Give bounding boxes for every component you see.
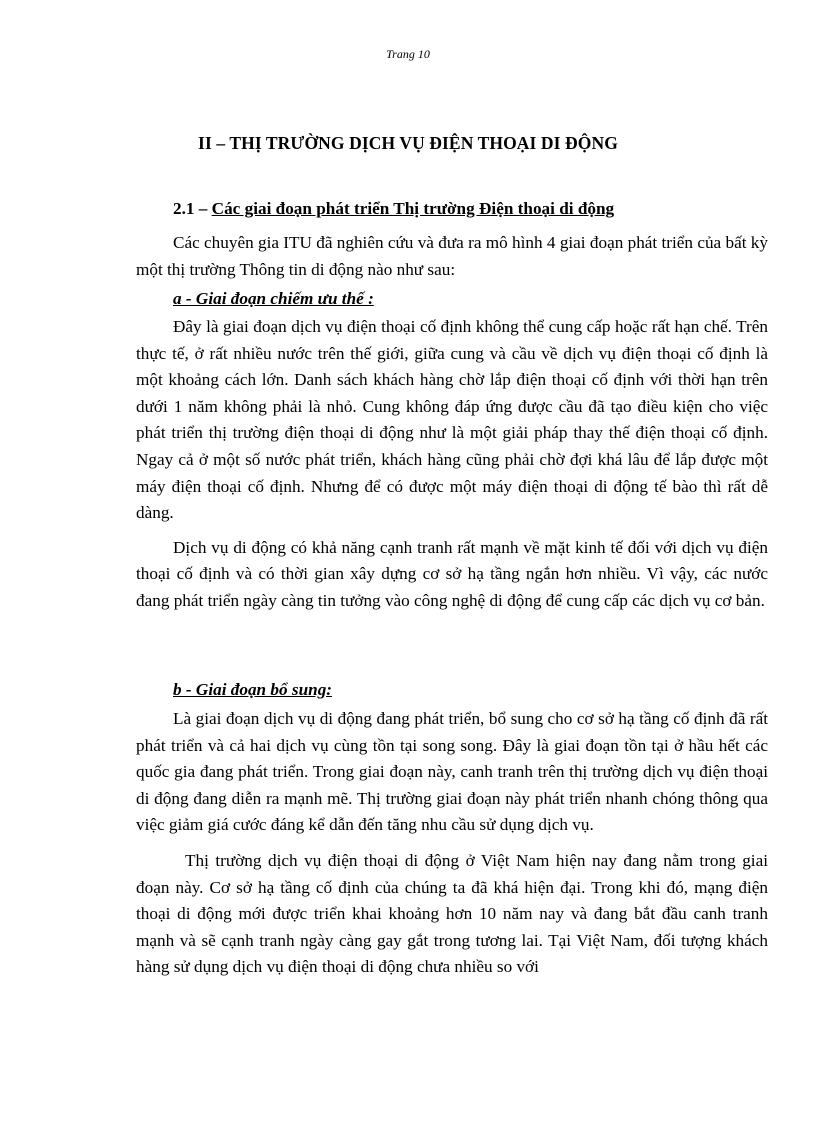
phase-a-heading [173, 289, 374, 309]
phase-b-paragraph-2: Thị trường dịch vụ điện thoại di động ở Việt Nam hiện nay đang nằm trong giai đoạn này. Cơ sở hạ tầng cố định của chúng ta đã khá hiện đại. Trong khi đó, mạng điện thoại di động mới được triển khai khoảng hơn 10 năm nay và đang bắt đầu canh tranh mạnh và sẽ cạnh tranh ngày càng gay gắt trong tương lai. Tại Việt Nam, đối tượng khách hàng sử dụng dịch vụ điện thoại di động chưa nhiều so với [136, 850, 768, 977]
section-title: II – THỊ TRƯỜNG DỊCH VỤ ĐIỆN THOẠI DI ĐỘNG [198, 133, 618, 153]
subsection-heading [173, 199, 614, 219]
phase-b-heading [173, 680, 332, 700]
phase-a-paragraph-1: Đây là giai đoạn dịch vụ điện thoại cố định không thể cung cấp hoặc rất hạn chế. Trên thực tế, ở rất nhiều nước trên thế giới, giữa cung và cầu về dịch vụ điện thoại cố định là một khoảng cách lớn. Danh sách khách hàng chờ lắp điện thoại cố định với thời hạn trên dưới 1 năm không phải là nhỏ. Cung không đáp ứng được cầu đã tạo điều kiện cho việc phát triển thị trường điện thoại di động như là một giải pháp thay thế điện thoại cố định. Ngay cả ở một số nước phát triển, khách hàng cũng phải chờ đợi khá lâu để lắp được một máy điện thoại cố định. Nhưng để có được một máy điện thoại di động tế bào thì rất dễ dàng. [136, 317, 768, 523]
intro-paragraph: Các chuyên gia ITU đã nghiên cứu và đưa ra mô hình 4 giai đoạn phát triển của bất kỳ một thị trường Thông tin di động nào như sau: [136, 233, 768, 279]
phase-b-heading-text: b - Giai đoạn bổ sung: [173, 680, 333, 699]
phase-b-body [136, 706, 768, 981]
subsection-title: Các giai đoạn phát triển Thị trường Điện thoại di động [211, 199, 615, 218]
phase-a-paragraph-2: Dịch vụ di động có khả năng cạnh tranh rất mạnh về mặt kinh tế đối với dịch vụ điện thoại cố định và có thời gian xây dựng cơ sở hạ tầng ngắn hơn nhiều. Vì vậy, các nước đang phát triển ngày càng tin tưởng vào công nghệ di động để cung cấp các dịch vụ cơ bản. [136, 537, 768, 610]
page-number: Trang 10 [386, 47, 430, 61]
phase-a-body [136, 314, 768, 615]
phase-b-paragraph-1: Là giai đoạn dịch vụ di động đang phát triển, bổ sung cho cơ sở hạ tầng cố định đã rất phát triển và cả hai dịch vụ cùng tồn tại song song. Đây là giai đoạn tồn tại ở hầu hết các quốc gia đang phát triển. Trong giai đoạn này, canh tranh trên thị trường dịch vụ điện thoại di động đang diễn ra mạnh mẽ. Thị trường giai đoạn này phát triển nhanh chóng thông qua việc giảm giá cước đáng kể dẫn đến tăng nhu cầu sử dụng dịch vụ. [136, 709, 768, 835]
phase-a-heading-text: a - Giai đoạn chiếm ưu thế : [173, 289, 374, 308]
intro-block [136, 230, 768, 283]
subsection-number: 2.1 – [173, 199, 212, 218]
